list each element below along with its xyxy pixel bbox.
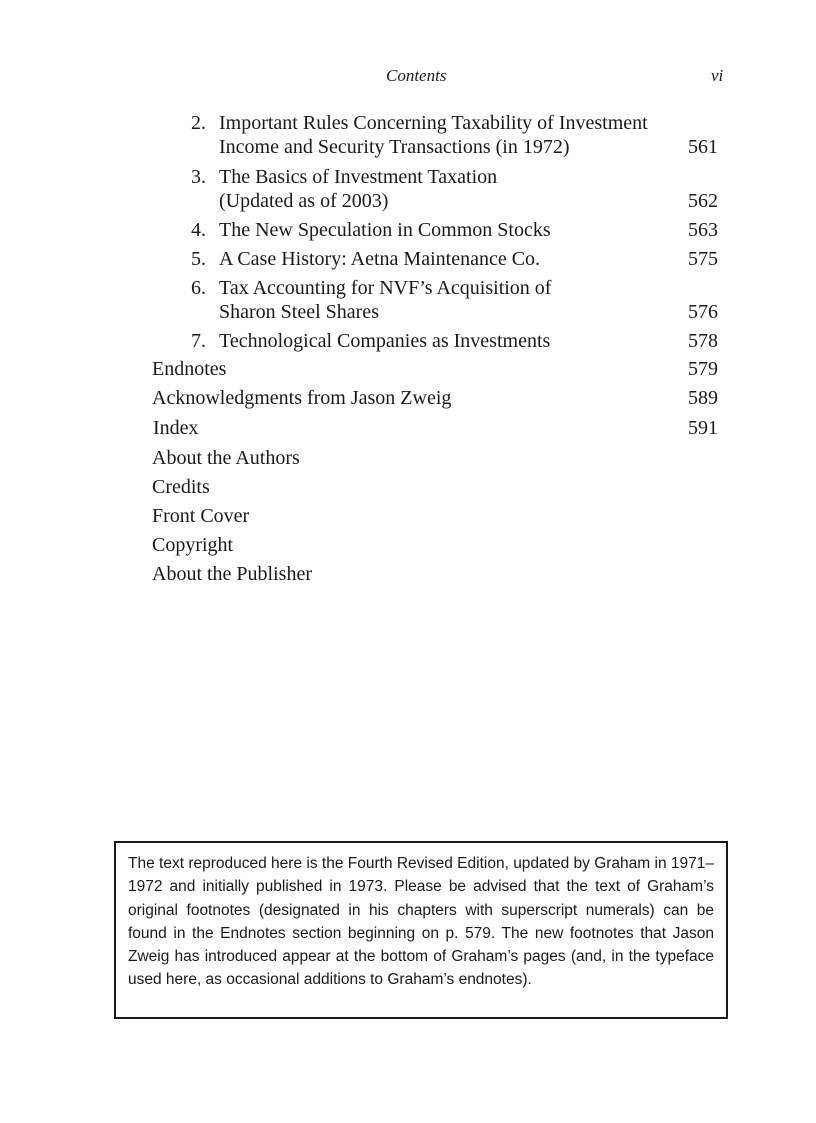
toc-entry-acknowledgments[interactable] — [0, 385, 816, 411]
toc-entry-title: Credits — [152, 476, 210, 498]
toc-entry-title: Technological Companies as Investments — [219, 330, 551, 352]
toc-entry-number: 5. — [191, 248, 206, 270]
toc-entry-page: 562 — [688, 190, 718, 212]
toc-entry-page: 563 — [688, 219, 718, 241]
toc-entry-title: The New Speculation in Common Stocks — [219, 219, 551, 241]
toc-entry-title: About the Authors — [152, 447, 300, 469]
toc-entry-appendix-3-cont[interactable] — [0, 188, 816, 214]
toc-entry-title: Important Rules Concerning Taxability of Investment — [219, 112, 648, 134]
toc-entry-endnotes[interactable] — [0, 356, 816, 382]
toc-entry-title: The Basics of Investment Taxation — [219, 166, 498, 188]
toc-entry-page: 579 — [688, 358, 718, 380]
toc-entry-title: About the Publisher — [152, 563, 312, 585]
toc-entry-page: 575 — [688, 248, 718, 270]
toc-entry-title-cont: Income and Security Transactions (in 1972) — [219, 136, 570, 158]
page-number: vi — [711, 66, 724, 85]
toc-entry-number: 3. — [191, 166, 206, 188]
toc-entry-appendix-4[interactable] — [0, 217, 816, 243]
toc-entry-appendix-7[interactable] — [0, 328, 816, 354]
toc-entry-page: 561 — [688, 136, 718, 158]
running-title: Contents — [386, 66, 447, 85]
toc-entry-credits[interactable] — [0, 474, 816, 500]
toc-entry-number: 6. — [191, 277, 206, 299]
edition-notice-text: The text reproduced here is the Fourth Revised Edition, updated by Graham in 1971–1972 and initially published in 1973. Please be advised that the text of Graham’s original footnotes (designated in his chapters with superscript numerals) can be found in the Endnotes section beginning on p. 579. The new footnotes that Jason Zweig has introduced appear at the bottom of Graham’s pages (and, in the typeface used here, as occasional additions to Graham’s endnotes). — [128, 855, 714, 989]
toc-entry-about-authors[interactable] — [0, 445, 816, 471]
toc-entry-page: 576 — [688, 301, 718, 323]
toc-entry-index[interactable] — [0, 415, 816, 441]
toc-entry-copyright[interactable] — [0, 532, 816, 558]
toc-entry-title: Front Cover — [152, 505, 250, 527]
toc-entry-title-cont: (Updated as of 2003) — [219, 190, 389, 212]
toc-entry-appendix-2[interactable] — [0, 110, 816, 136]
toc-entry-appendix-5[interactable] — [0, 246, 816, 272]
toc-entry-title: Endnotes — [152, 358, 227, 380]
toc-entry-about-publisher[interactable] — [0, 561, 816, 587]
toc-entry-page: 591 — [688, 417, 718, 439]
toc-entry-page: 578 — [688, 330, 718, 352]
toc-entry-title: A Case History: Aetna Maintenance Co. — [219, 248, 541, 270]
edition-notice-box — [114, 841, 728, 1019]
toc-entry-title-cont: Sharon Steel Shares — [219, 301, 379, 323]
running-head — [0, 66, 816, 88]
toc-entry-number: 2. — [191, 112, 206, 134]
toc-entry-title: Copyright — [152, 534, 234, 556]
toc-entry-appendix-3[interactable] — [0, 164, 816, 190]
toc-entry-appendix-6[interactable] — [0, 275, 816, 301]
toc-entry-number: 4. — [191, 219, 206, 241]
toc-entry-title: Tax Accounting for NVF’s Acquisition of — [219, 277, 552, 299]
toc-entry-number: 7. — [191, 330, 206, 352]
toc-entry-title: Index — [153, 417, 199, 439]
toc-entry-title: Acknowledgments from Jason Zweig — [152, 387, 452, 409]
toc-entry-page: 589 — [688, 387, 718, 409]
toc-entry-appendix-2-cont[interactable] — [0, 134, 816, 160]
toc-entry-front-cover[interactable] — [0, 503, 816, 529]
toc-entry-appendix-6-cont[interactable] — [0, 299, 816, 325]
